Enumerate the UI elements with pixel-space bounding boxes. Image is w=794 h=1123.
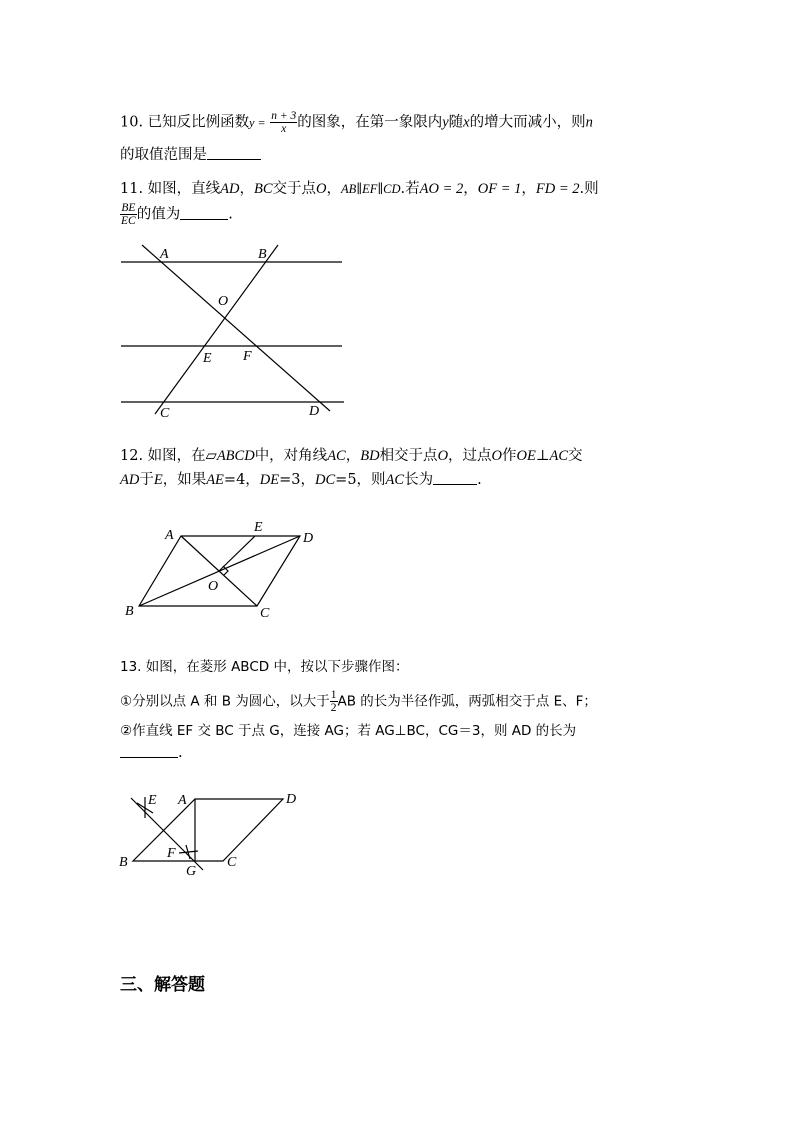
q11-line-ad bbox=[142, 245, 330, 411]
q11-frac-den: EC bbox=[121, 215, 136, 227]
q11-answer-blank[interactable] bbox=[180, 206, 228, 220]
q11-line1 bbox=[120, 177, 599, 198]
q12-o: O bbox=[437, 448, 449, 464]
q12-number: 12. bbox=[120, 448, 144, 464]
q13-arc-f2 bbox=[186, 845, 190, 859]
q13-step1 bbox=[120, 689, 597, 714]
q11-fraction bbox=[120, 202, 137, 227]
q12-c1: AE bbox=[206, 472, 224, 488]
q11-sep1: ， bbox=[239, 181, 255, 197]
q11-line-bc bbox=[155, 245, 278, 414]
q10-line2-text: 的取值范围是 bbox=[120, 147, 207, 163]
q10-fraction bbox=[270, 110, 297, 135]
q11-label-c: C bbox=[160, 406, 170, 421]
q10-var-n: n bbox=[585, 114, 593, 131]
q13-frac-num: 1 bbox=[330, 689, 337, 701]
q13-step1-a: ①分别以点 A 和 B 为圆心，以大于 bbox=[120, 693, 330, 710]
q13-label-g: G bbox=[186, 864, 197, 879]
q11-label-e: E bbox=[203, 351, 212, 366]
q13-step1-b: AB 的长为半径作弧，两弧相交于点 E、F； bbox=[337, 693, 597, 710]
q10-line2 bbox=[120, 143, 261, 164]
q10-text-d: 的增大而减小，则 bbox=[469, 114, 586, 131]
q13-label-e: E bbox=[148, 793, 157, 808]
q11-text-a: 如图，直线 bbox=[147, 181, 221, 197]
q13-line1 bbox=[120, 655, 408, 675]
q12-text-c: 相交于点 bbox=[379, 448, 438, 464]
q11-cond2: OF = 1 bbox=[477, 181, 522, 197]
q13-label-b: B bbox=[119, 855, 128, 870]
q11-end: . bbox=[228, 206, 233, 223]
q13-arc-f1 bbox=[179, 851, 198, 853]
q12-abcd: ABCD bbox=[216, 448, 255, 464]
q13-frac-den: 2 bbox=[330, 702, 337, 714]
q10-number: 10. bbox=[120, 114, 144, 131]
q12-text-a: 如图，在 bbox=[147, 448, 206, 464]
q12-c2: DE bbox=[259, 472, 280, 488]
q13-intro: 如图，在菱形 ABCD 中，按以下步骤作图： bbox=[145, 659, 409, 675]
q11-line2-text: 的值为 bbox=[136, 206, 181, 223]
q10-text: 已知反比例函数 bbox=[147, 114, 250, 131]
q11-o: O bbox=[316, 181, 327, 197]
q11-cond1: AO = 2 bbox=[419, 181, 464, 197]
q12-label-c: C bbox=[260, 606, 270, 621]
q10-text-c: 随 bbox=[448, 114, 464, 131]
q10-frac-den: x bbox=[281, 123, 287, 135]
q12-ac2: AC bbox=[385, 472, 405, 488]
q13-step2 bbox=[120, 719, 576, 739]
q13-line-ef bbox=[131, 798, 203, 870]
q11-sep2: ， bbox=[463, 181, 478, 197]
q11-label-f: F bbox=[243, 349, 252, 364]
parallelogram-icon: ▱ bbox=[205, 448, 217, 464]
q12-label-e: E bbox=[254, 520, 263, 535]
q12-text-e: 作 bbox=[502, 448, 517, 464]
q12-segment-oe bbox=[219, 536, 255, 571]
q13-label-d: D bbox=[286, 792, 297, 807]
q12-bd: BD bbox=[360, 448, 380, 464]
q13-answer-line bbox=[120, 744, 183, 761]
q13-number: 13. bbox=[120, 659, 142, 675]
q11-label-a: A bbox=[160, 247, 169, 262]
q13-label-f: F bbox=[167, 846, 176, 861]
q12-diagonal-ac bbox=[181, 536, 257, 606]
q12-ac: AC bbox=[327, 448, 346, 464]
q11-text-b: 交于点 bbox=[272, 181, 317, 197]
q11-bc: BC bbox=[254, 181, 273, 197]
q10-answer-blank[interactable] bbox=[207, 146, 261, 160]
q10-eq-lhs: y = bbox=[249, 115, 266, 130]
q10-line1 bbox=[120, 110, 593, 135]
q12-c1v: =4， bbox=[223, 472, 260, 488]
q11-label-o: O bbox=[218, 294, 229, 309]
q11-line2 bbox=[120, 202, 233, 227]
q13-label-a: A bbox=[178, 793, 187, 808]
q12-text-d: ，过点 bbox=[448, 448, 492, 464]
q12-text-h: ，如果 bbox=[162, 472, 207, 488]
q13-arc-e1 bbox=[137, 803, 153, 813]
q11-number: 11. bbox=[120, 181, 144, 197]
q11-text-d: .若 bbox=[400, 181, 420, 197]
q10-text-b: 的图象，在第一象限内 bbox=[297, 114, 443, 131]
q12-c3: DC bbox=[315, 472, 336, 488]
q12-o2: O bbox=[491, 448, 503, 464]
q12-text-f: 交 bbox=[568, 448, 583, 464]
q12-c2v: =3， bbox=[279, 472, 316, 488]
q11-sep3: ， bbox=[521, 181, 536, 197]
q11-label-b: B bbox=[258, 247, 267, 262]
q10-frac-num: n + 3 bbox=[271, 110, 297, 122]
q11-ad: AD bbox=[220, 181, 240, 197]
q12-line2 bbox=[120, 468, 482, 489]
q13-rhombus bbox=[133, 799, 283, 861]
q12-label-a: A bbox=[165, 528, 174, 543]
q13-answer-blank[interactable] bbox=[120, 744, 178, 758]
q11-label-d: D bbox=[309, 404, 320, 419]
q13-step2-text: ②作直线 EF 交 BC 于点 G，连接 AG；若 AG⊥BC，CG＝3，则 AD 的长为 bbox=[120, 723, 577, 739]
q12-right-angle-mark bbox=[223, 566, 228, 575]
q13-fraction bbox=[330, 689, 338, 714]
q11-text-c: ， bbox=[326, 181, 342, 197]
q10-var-x: x bbox=[463, 114, 470, 131]
q12-e: E bbox=[153, 472, 163, 488]
q13-end: . bbox=[178, 745, 183, 761]
q10-var-y: y bbox=[442, 114, 449, 131]
q11-text-e: .则 bbox=[579, 181, 599, 197]
q12-text-g: 于 bbox=[139, 472, 154, 488]
q12-end: . bbox=[477, 472, 482, 488]
q12-sep1: ， bbox=[345, 448, 361, 464]
section-heading: 三、解答题 bbox=[120, 975, 205, 995]
q12-line1 bbox=[120, 444, 583, 465]
q12-label-d: D bbox=[303, 531, 314, 546]
q11-parallel: AB∥EF∥CD bbox=[341, 182, 401, 196]
q12-text-i: 长为 bbox=[404, 472, 434, 488]
q12-ad: AD bbox=[120, 472, 140, 488]
q12-c3v: =5，则 bbox=[335, 472, 386, 488]
q12-label-o: O bbox=[208, 579, 219, 594]
q11-frac-num: BE bbox=[121, 202, 136, 214]
q12-parallelogram bbox=[139, 536, 300, 606]
q11-cond3: FD = 2 bbox=[535, 181, 580, 197]
q12-diagonal-bd bbox=[139, 536, 300, 606]
q12-label-b: B bbox=[125, 604, 134, 619]
q13-label-c: C bbox=[227, 855, 237, 870]
q12-answer-blank[interactable] bbox=[433, 471, 477, 485]
q12-text-b: 中，对角线 bbox=[254, 448, 328, 464]
q12-perp: OE⊥AC bbox=[516, 448, 569, 464]
